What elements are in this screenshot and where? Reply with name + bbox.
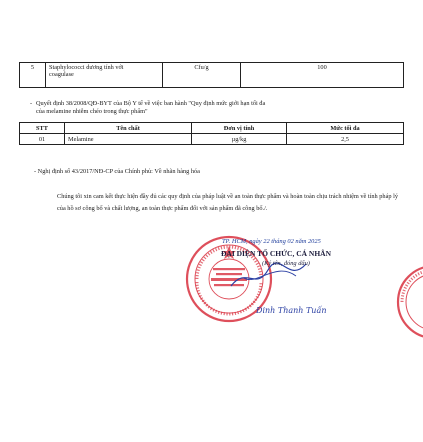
signature-date: TP. HCM, ngày 22 tháng 02 năm 2025: [222, 238, 321, 245]
table-cell-name: [46, 63, 163, 88]
decree-line: - Nghị định số 43/2017/NĐ-CP của Chính phủ: Về nhãn hàng hóa: [34, 168, 200, 175]
melamine-limit-table: [19, 122, 404, 145]
partial-seal-stamp: [392, 262, 423, 342]
commitment-paragraph: Chúng tôi xin cam kết thực hiện đầy đủ các quy định của pháp luật về an toàn thực phẩm và hoàn toàn chịu trách nhiệm về tính pháp lý của hồ sơ công bố và chất lượng, an toàn thực phẩm đối với sản phẩm đã công bố./.: [57, 193, 398, 212]
table-cell-name-line1: Staphylococci dương tính với: [49, 64, 124, 71]
table-cell-unit: µg/kg: [192, 134, 287, 145]
column-header-name: Tên chất: [65, 123, 192, 134]
table-cell-name-line2: coagulase: [49, 71, 74, 78]
table-cell-name: Melamine: [65, 134, 192, 145]
column-header-stt: STT: [20, 123, 65, 134]
column-header-unit: Đơn vị tính: [192, 123, 287, 134]
signature-title: ĐẠI DIỆN TỔ CHỨC, CÁ NHÂN: [221, 249, 332, 258]
column-header-limit: Mức tối đa: [287, 123, 404, 134]
table-cell-limit: 2,5: [287, 134, 404, 145]
microbial-limit-table: [19, 62, 404, 88]
table-row: [20, 134, 404, 145]
table-cell-stt: 01: [20, 134, 65, 145]
signatory-name: Đinh Thanh Tuấn: [256, 306, 327, 315]
table-cell-stt: 5: [20, 63, 46, 88]
table-cell-limit: 100: [241, 63, 404, 88]
table-header-row: [20, 123, 404, 134]
bullet-line2: của melamine nhiễm chéo trong thực phẩm": [36, 107, 148, 115]
bullet-marker: -: [30, 100, 33, 107]
bullet-line1: Quyết định 38/2008/QĐ-BYT của Bộ Y tế về việc ban hành "Quy định mức giới hạn tối đa: [36, 100, 266, 107]
table-row: [20, 63, 404, 88]
table-cell-unit: Cfu/g: [163, 63, 241, 88]
regulation-bullet: [30, 100, 396, 115]
signature-subtitle: (Ký tên, đóng dấu): [262, 260, 310, 267]
